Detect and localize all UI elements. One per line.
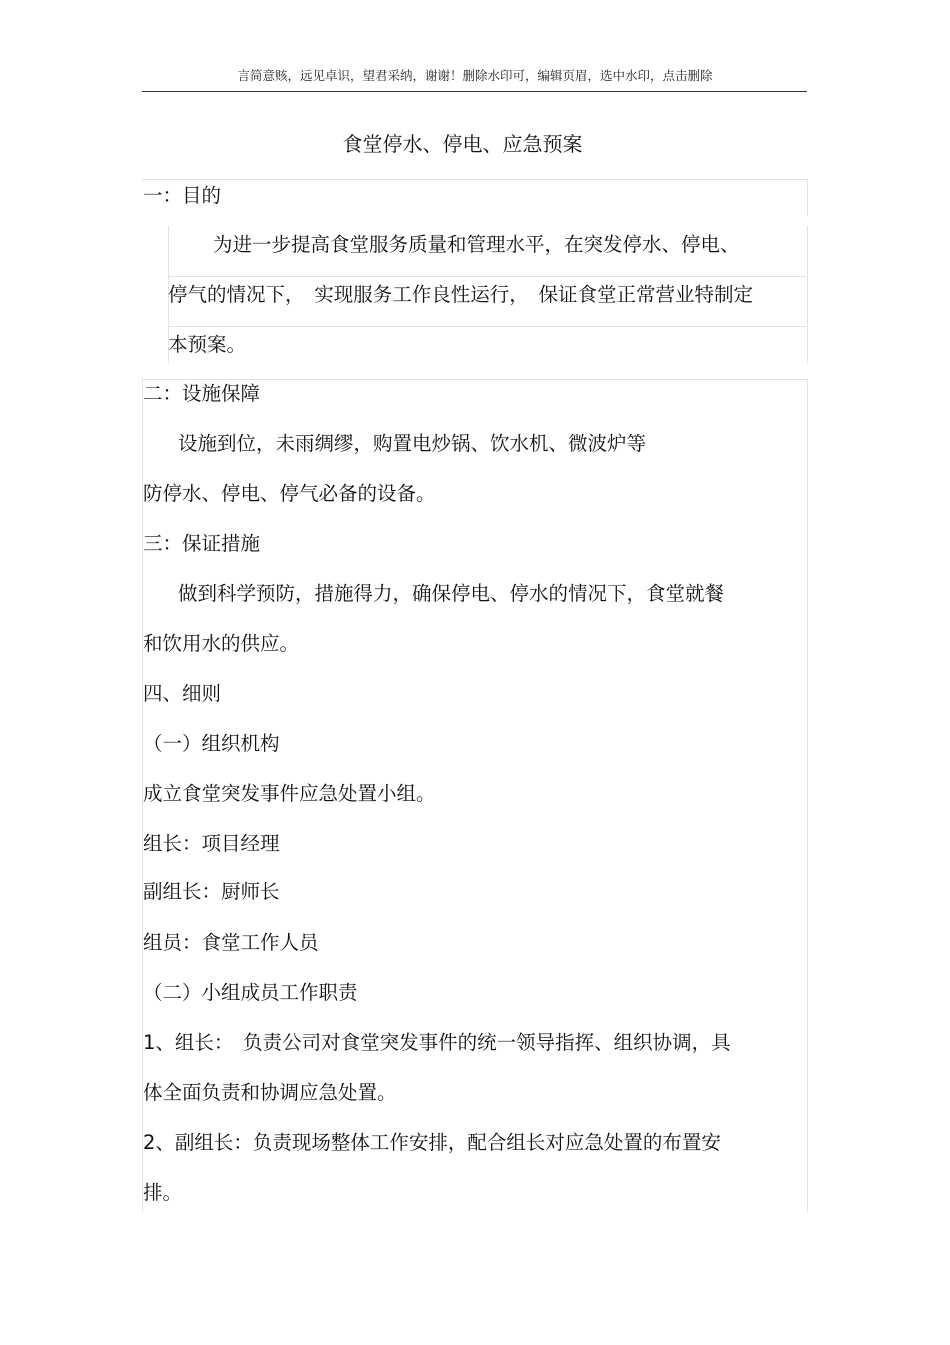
document-title: 食堂停水、停电、应急预案 xyxy=(342,132,583,156)
table-border-1 xyxy=(142,179,808,216)
paragraph-line: 做到科学预防，措施得力，确保停电、停水的情况下，食堂就餐 xyxy=(178,582,725,605)
paragraph-line: 本预案。 xyxy=(168,333,247,356)
paragraph-line: 防停水、停电、停气必备的设备。 xyxy=(143,482,436,505)
header-watermark-text: 言简意赅，远见卓识，望君采纳，谢谢！删除水印可，编辑页眉，选中水印，点击删除 xyxy=(237,68,713,83)
paragraph-line: 2、副组长：负责现场整体工作安排，配合组长对应急处置的布置安 xyxy=(143,1131,721,1154)
paragraph-line: 为进一步提高食堂服务质量和管理水平，在突发停水、停电、 xyxy=(213,233,740,256)
paragraph-line: 体全面负责和协调应急处置。 xyxy=(143,1081,397,1104)
section-heading-details: 四、细则 xyxy=(143,682,222,705)
paragraph-line: 组长：项目经理 xyxy=(143,832,280,855)
subsection-heading: （二）小组成员工作职责 xyxy=(143,981,358,1004)
table-border-3 xyxy=(168,276,806,277)
paragraph-line: 组员：食堂工作人员 xyxy=(143,931,319,954)
paragraph-line: 和饮用水的供应。 xyxy=(143,632,300,655)
section-heading-purpose: 一：目的 xyxy=(143,184,222,207)
paragraph-line: 停气的情况下， 实现服务工作良性运行， 保证食堂正常营业特制定 xyxy=(168,283,754,306)
table-border-4 xyxy=(168,326,806,327)
section-heading-measures: 三：保证措施 xyxy=(143,532,261,555)
subsection-heading: （一）组织机构 xyxy=(143,732,280,755)
paragraph-line: 排。 xyxy=(143,1181,183,1204)
section-heading-facilities: 二：设施保障 xyxy=(143,382,261,405)
paragraph-line: 设施到位，未雨绸缪，购置电炒锅、饮水机、微波炉等 xyxy=(178,432,647,455)
paragraph-line: 副组长：厨师长 xyxy=(143,880,280,903)
paragraph-line: 1、组长： 负责公司对食堂突发事件的统一领导指挥、组织协调，具 xyxy=(143,1031,731,1054)
header-rule xyxy=(142,91,807,92)
paragraph-line: 成立食堂突发事件应急处置小组。 xyxy=(143,782,436,805)
